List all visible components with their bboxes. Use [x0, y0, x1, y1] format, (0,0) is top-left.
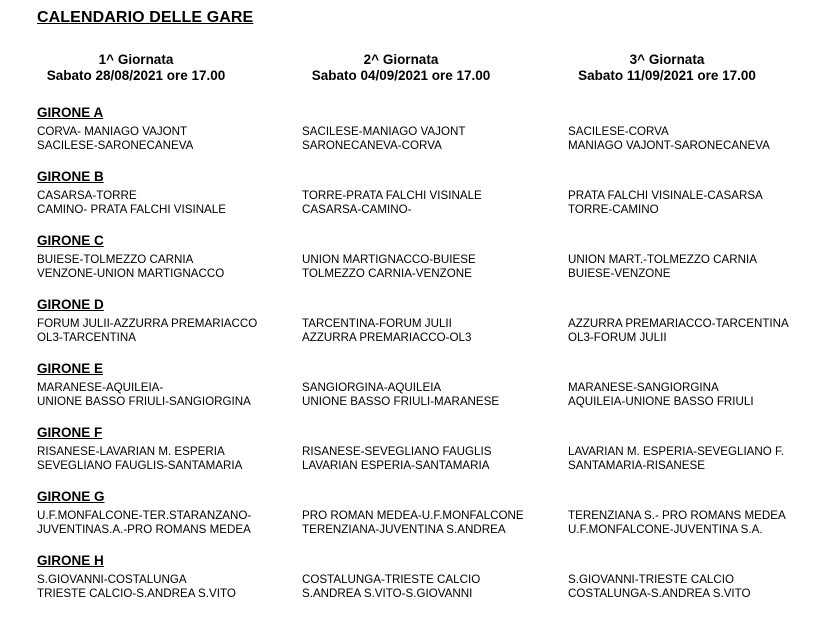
- match-entry: BUIESE-TOLMEZZO CARNIA: [37, 253, 194, 266]
- round-2-matches: [302, 573, 480, 601]
- match-entry: MARANESE-SANGIORGINA: [568, 381, 719, 394]
- round-date: Sabato 04/09/2021 ore 17.00: [311, 68, 491, 83]
- match-entry: SANGIORGINA-AQUILEIA: [302, 381, 442, 394]
- match-entry: AQUILEIA-UNIONE BASSO FRIULI: [568, 395, 754, 408]
- round-2-matches: [302, 445, 491, 473]
- match-entry: OL3-FORUM JULII: [568, 331, 667, 344]
- group-section: [37, 169, 807, 231]
- group-section: [37, 553, 807, 615]
- group-section: [37, 105, 807, 167]
- match-entry: TRIESTE CALCIO-S.ANDREA S.VITO: [37, 587, 236, 600]
- match-entry: CASARSA-TORRE: [37, 189, 137, 202]
- match-entry: U.F.MONFALCONE-TER.STARANZANO-: [37, 509, 252, 522]
- match-entry: S.GIOVANNI-COSTALUNGA: [37, 573, 187, 586]
- round-1-matches: [37, 573, 236, 601]
- match-entry: PRATA FALCHI VISINALE-CASARSA: [568, 189, 763, 202]
- match-entry: RISANESE-LAVARIAN M. ESPERIA: [37, 445, 225, 458]
- match-entry: TORRE-PRATA FALCHI VISINALE: [302, 189, 482, 202]
- match-entry: CORVA- MANIAGO VAJONT: [37, 125, 188, 138]
- match-entry: MANIAGO VAJONT-SARONECANEVA: [568, 139, 770, 152]
- match-entry: U.F.MONFALCONE-JUVENTINA S.A.: [568, 523, 763, 536]
- match-entry: SARONECANEVA-CORVA: [302, 139, 442, 152]
- group-section: [37, 425, 807, 487]
- group-section: [37, 361, 807, 423]
- round-1-matches: [37, 189, 226, 217]
- round-header-3: [568, 52, 766, 84]
- match-entry: TARCENTINA-FORUM JULII: [302, 317, 452, 330]
- round-1-matches: [37, 253, 224, 281]
- round-3-matches: [568, 253, 757, 281]
- round-header-1: [37, 52, 235, 84]
- group-name: GIRONE D: [37, 297, 104, 312]
- round-name: 2^ Giornata: [363, 52, 439, 67]
- match-entry: SACILESE-CORVA: [568, 125, 669, 138]
- match-entry: SANTAMARIA-RISANESE: [568, 459, 706, 472]
- round-2-matches: [302, 189, 482, 217]
- match-entry: UNIONE BASSO FRIULI-SANGIORGINA: [37, 395, 251, 408]
- group-section: [37, 297, 807, 359]
- round-date: Sabato 28/08/2021 ore 17.00: [46, 68, 226, 83]
- match-entry: SACILESE-SARONECANEVA: [37, 139, 194, 152]
- round-1-matches: [37, 509, 251, 537]
- round-1-matches: [37, 125, 193, 153]
- match-entry: UNION MART.-TOLMEZZO CARNIA: [568, 253, 757, 266]
- match-entry: TORRE-CAMINO: [568, 203, 659, 216]
- group-name: GIRONE G: [37, 489, 105, 504]
- match-entry: COSTALUNGA-S.ANDREA S.VITO: [568, 587, 751, 600]
- round-3-matches: [568, 509, 786, 537]
- round-2-matches: [302, 509, 524, 537]
- match-entry: SACILESE-MANIAGO VAJONT: [302, 125, 466, 138]
- match-entry: UNION MARTIGNACCO-BUIESE: [302, 253, 476, 266]
- match-entry: PRO ROMAN MEDEA-U.F.MONFALCONE: [302, 509, 524, 522]
- match-entry: CASARSA-CAMINO-: [302, 203, 412, 216]
- group-section: [37, 489, 807, 551]
- round-2-matches: [302, 381, 499, 409]
- round-3-matches: [568, 445, 784, 473]
- group-section: [37, 233, 807, 295]
- group-name: GIRONE C: [37, 233, 104, 248]
- round-3-matches: [568, 317, 789, 345]
- page-title: CALENDARIO DELLE GARE: [37, 9, 254, 26]
- round-3-matches: [568, 381, 754, 409]
- group-name: GIRONE B: [37, 169, 104, 184]
- group-name: GIRONE F: [37, 425, 103, 440]
- round-2-matches: [302, 253, 476, 281]
- match-entry: MARANESE-AQUILEIA-: [37, 381, 164, 394]
- match-entry: RISANESE-SEVEGLIANO FAUGLIS: [302, 445, 492, 458]
- round-3-matches: [568, 573, 751, 601]
- match-entry: BUIESE-VENZONE: [568, 267, 671, 280]
- round-3-matches: [568, 125, 770, 153]
- match-entry: FORUM JULII-AZZURRA PREMARIACCO: [37, 317, 258, 330]
- match-entry: TERENZIANA-JUVENTINA S.ANDREA: [302, 523, 506, 536]
- match-entry: OL3-TARCENTINA: [37, 331, 136, 344]
- group-name: GIRONE A: [37, 105, 104, 120]
- match-entry: AZZURRA PREMARIACCO-TARCENTINA: [568, 317, 789, 330]
- round-header-2: [302, 52, 500, 84]
- round-name: 1^ Giornata: [98, 52, 174, 67]
- match-entry: LAVARIAN ESPERIA-SANTAMARIA: [302, 459, 490, 472]
- round-3-matches: [568, 189, 763, 217]
- match-entry: COSTALUNGA-TRIESTE CALCIO: [302, 573, 481, 586]
- match-entry: UNIONE BASSO FRIULI-MARANESE: [302, 395, 500, 408]
- match-entry: CAMINO- PRATA FALCHI VISINALE: [37, 203, 226, 216]
- match-entry: S.GIOVANNI-TRIESTE CALCIO: [568, 573, 734, 586]
- match-entry: LAVARIAN M. ESPERIA-SEVEGLIANO F.: [568, 445, 785, 458]
- round-1-matches: [37, 381, 251, 409]
- round-2-matches: [302, 125, 465, 153]
- match-entry: S.ANDREA S.VITO-S.GIOVANNI: [302, 587, 473, 600]
- match-entry: JUVENTINAS.A.-PRO ROMANS MEDEA: [37, 523, 251, 536]
- match-entry: TOLMEZZO CARNIA-VENZONE: [302, 267, 472, 280]
- match-entry: SEVEGLIANO FAUGLIS-SANTAMARIA: [37, 459, 243, 472]
- match-entry: VENZONE-UNION MARTIGNACCO: [37, 267, 225, 280]
- round-2-matches: [302, 317, 471, 345]
- match-entry: TERENZIANA S.- PRO ROMANS MEDEA: [568, 509, 786, 522]
- round-1-matches: [37, 317, 257, 345]
- round-1-matches: [37, 445, 242, 473]
- group-name: GIRONE E: [37, 361, 104, 376]
- group-name: GIRONE H: [37, 553, 104, 568]
- match-entry: AZZURRA PREMARIACCO-OL3: [302, 331, 472, 344]
- round-date: Sabato 11/09/2021 ore 17.00: [578, 68, 756, 83]
- round-name: 3^ Giornata: [629, 52, 705, 67]
